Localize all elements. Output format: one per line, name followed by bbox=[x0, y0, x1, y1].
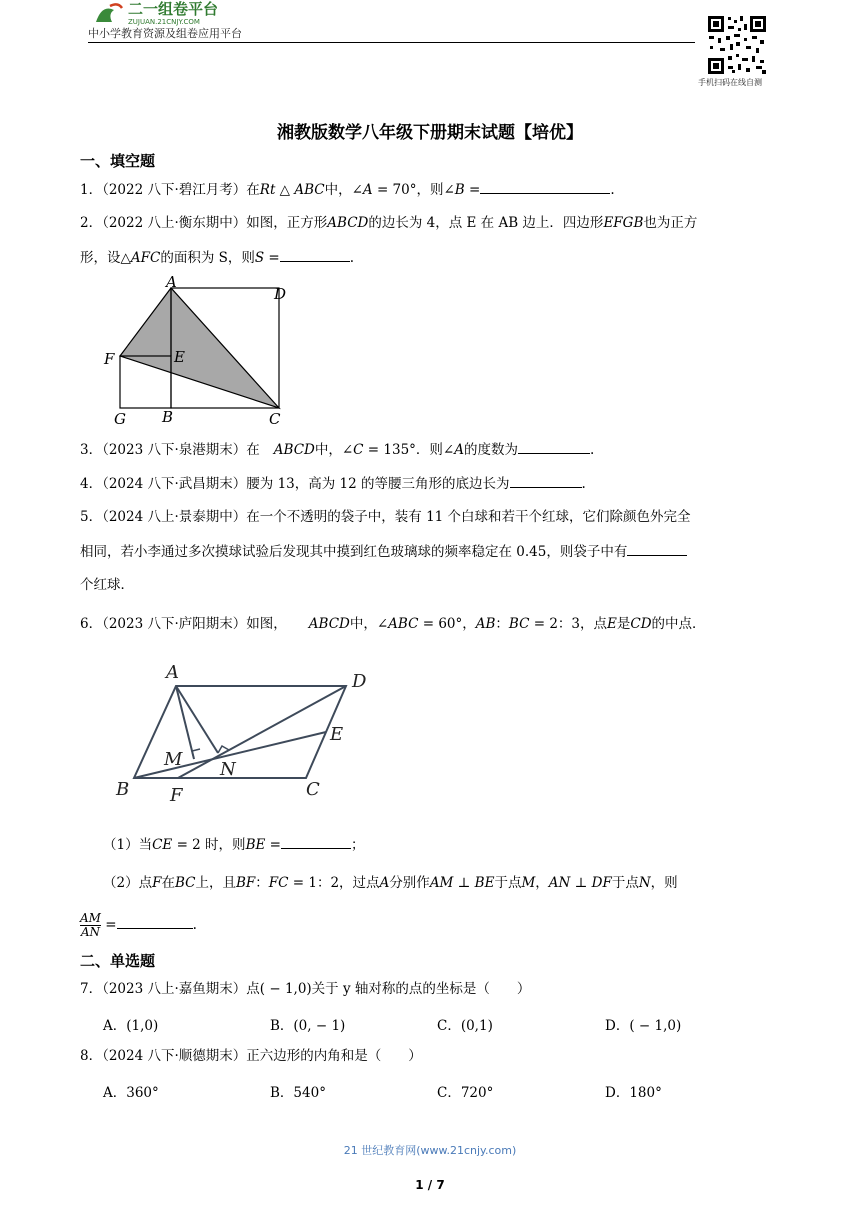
label-M: M bbox=[164, 749, 183, 770]
figure-parallelogram bbox=[110, 656, 380, 806]
label-A: A bbox=[166, 662, 179, 683]
option-8-d[interactable]: D．180° bbox=[605, 1085, 662, 1101]
answer-blank[interactable] bbox=[518, 440, 590, 454]
option-7-b[interactable]: B．(0, − 1) bbox=[270, 1018, 346, 1034]
svg-text:二一组卷平台: 二一组卷平台 bbox=[128, 0, 219, 18]
label-D: D bbox=[352, 671, 367, 692]
qr-code[interactable] bbox=[706, 14, 768, 76]
question-3: 3．（2023 八下·泉港期末）在 ABCD中，∠C = 135°．则∠A的度数为 . bbox=[80, 442, 595, 458]
svg-text:ZUJUAN.21CNJY.COM: ZUJUAN.21CNJY.COM bbox=[128, 18, 200, 26]
label-E: E bbox=[330, 724, 344, 745]
section-heading-fill: 一、填空题 bbox=[80, 152, 156, 170]
label-B: B bbox=[116, 779, 130, 800]
label-B: B bbox=[162, 408, 174, 426]
option-7-d[interactable]: D．( − 1,0) bbox=[605, 1018, 682, 1034]
platform-name: 中小学教育资源及组卷应用平台 bbox=[88, 27, 242, 40]
label-D: D bbox=[274, 285, 287, 303]
answer-blank[interactable] bbox=[510, 474, 582, 488]
footer-link[interactable]: 21 世纪教育网(www.21cnjy.com) bbox=[343, 1144, 517, 1157]
option-8-a[interactable]: A．360° bbox=[103, 1085, 159, 1101]
question-6-part-2: （2）点F在BC上，且BF：FC = 1：2，过点A分别作AM ⊥ BE于点M，AN ⊥ DF于点N，则 bbox=[103, 875, 678, 891]
question-5-line-2: 相同，若小李通过多次摸球试验后发现其中摸到红色玻璃球的频率稳定在 0.45，则袋子中有 bbox=[80, 542, 687, 561]
answer-blank[interactable] bbox=[480, 180, 610, 194]
label-C: C bbox=[306, 779, 320, 800]
qr-caption: 手机扫码在线自测 bbox=[698, 78, 762, 87]
question-4: 4．（2024 八下·武昌期末）腰为 13，高为 12 的等腰三角形的底边长为 . bbox=[80, 476, 586, 492]
label-F: F bbox=[170, 785, 183, 806]
answer-blank[interactable] bbox=[280, 248, 350, 262]
label-G: G bbox=[114, 410, 126, 428]
question-6-fraction-line: $\frac{AM}{AN}$ = . bbox=[80, 911, 197, 939]
option-7-c[interactable]: C．(0,1) bbox=[437, 1018, 493, 1034]
question-2-line-1: 2．（2022 八上·衡东期中）如图，正方形ABCD的边长为 4，点 E 在 AB 边上．四边形EFGB也为正方 bbox=[80, 215, 698, 231]
label-C: C bbox=[269, 410, 281, 428]
answer-blank[interactable] bbox=[117, 915, 193, 929]
question-5-line-1: 5．（2024 八上·景泰期中）在一个不透明的袋子中，装有 11 个白球和若干个红球，它们除颜色外完全 bbox=[80, 509, 691, 525]
label-E: E bbox=[174, 348, 185, 366]
question-5-line-3: 个红球． bbox=[80, 577, 134, 593]
label-N: N bbox=[220, 759, 236, 780]
question-1: 1．（2022 八下·碧江月考）在Rt △ ABC中，∠A = 70°，则∠B = . bbox=[80, 182, 615, 198]
question-7: 7．（2023 八上·嘉鱼期末）点( − 1,0)关于 y 轴对称的点的坐标是（ ） bbox=[80, 981, 531, 997]
question-2-line-2: 形，设△AFC的面积为 S，则S = . bbox=[80, 250, 355, 266]
site-logo bbox=[88, 0, 278, 28]
question-6-part-1: （1）当CE = 2 时，则BE = ； bbox=[103, 837, 365, 853]
page-title: 湘教版数学八年级下册期末试题【培优】 bbox=[277, 123, 583, 143]
answer-blank[interactable] bbox=[627, 542, 687, 556]
label-F: F bbox=[104, 350, 115, 368]
label-A: A bbox=[166, 276, 177, 291]
question-8: 8．（2024 八下·顺德期末）正六边形的内角和是（ ） bbox=[80, 1048, 422, 1064]
option-8-c[interactable]: C．720° bbox=[437, 1085, 494, 1101]
answer-blank[interactable] bbox=[281, 835, 351, 849]
page-number: 1 / 7 bbox=[415, 1178, 445, 1192]
option-7-a[interactable]: A．(1,0) bbox=[103, 1018, 159, 1034]
question-6: 6．（2023 八下·庐阳期末）如图， ABCD中，∠ABC = 60°，AB：BC = 2：3，点E是CD的中点． bbox=[80, 616, 706, 632]
fraction-am-an: $\frac{AM}{AN}$ bbox=[80, 911, 101, 939]
option-8-b[interactable]: B．540° bbox=[270, 1085, 326, 1101]
header-rule bbox=[88, 42, 695, 43]
section-heading-single: 二、单选题 bbox=[80, 952, 156, 970]
figure-square-triangle bbox=[100, 276, 300, 430]
